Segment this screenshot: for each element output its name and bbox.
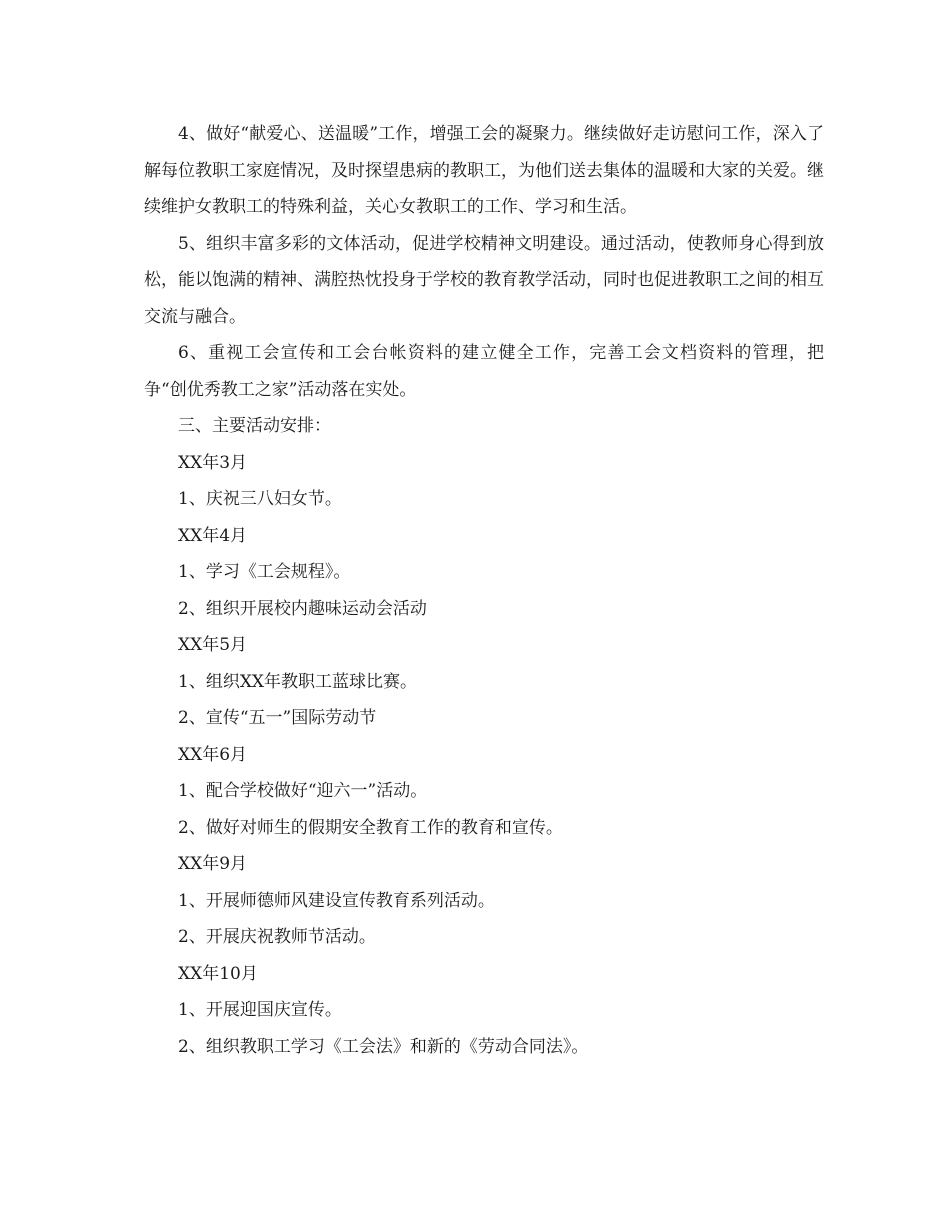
schedule-item: 1、组织XX年教职工蓝球比赛。: [178, 671, 418, 692]
schedule-item: 1、开展师德师风建设宣传教育系列活动。: [178, 890, 495, 911]
schedule-month-september: XX年9月: [178, 854, 248, 874]
schedule-item: 2、组织开展校内趣味运动会活动: [178, 598, 427, 619]
paragraph-5: 5、组织丰富多彩的文体活动，促进学校精神文明建设。通过活动，使教师身心得到放松，能以饱满的精神、满腔热忱投身于学校的教育教学活动，同时也促进教职工之间的相互交流与融合。: [144, 233, 824, 327]
schedule-item: 1、开展迎国庆宣传。: [178, 1000, 342, 1020]
schedule-item: 2、宣传“五一”国际劳动节: [178, 708, 377, 728]
paragraph-4: 4、做好“献爱心、送温暖”工作，增强工会的凝聚力。继续做好走访慰问工作，深入了解每位教职工家庭情况，及时探望患病的教职工，为他们送去集体的温暖和大家的关爱。继续维护女教职工的特殊利益，关心女教职工的工作、学习和生活。: [144, 124, 824, 217]
schedule-item: 2、开展庆祝教师节活动。: [178, 927, 376, 947]
schedule-item: 1、学习《工会规程》。: [178, 562, 351, 582]
schedule-item: 2、做好对师生的假期安全教育工作的教育和宣传。: [178, 817, 563, 838]
schedule-month-march: XX年3月: [178, 452, 248, 473]
schedule-item: 1、配合学校做好“迎六一”活动。: [178, 781, 428, 801]
section-heading: 三、主要活动安排：: [178, 416, 331, 436]
schedule-item: 2、组织教职工学习《工会法》和新的《劳动合同法》。: [178, 1036, 589, 1057]
paragraph-6: 6、重视工会宣传和工会台帐资料的建立健全工作，完善工会文档资料的管理，把争“创优秀教工之家”活动落在实处。: [144, 343, 824, 400]
schedule-month-may: XX年5月: [178, 635, 248, 655]
schedule-month-october: XX年10月: [178, 963, 258, 984]
schedule-month-june: XX年6月: [178, 744, 248, 765]
document-body: [144, 116, 824, 1065]
schedule-item: 1、庆祝三八妇女节。: [178, 489, 342, 509]
schedule-month-april: XX年4月: [178, 525, 248, 546]
